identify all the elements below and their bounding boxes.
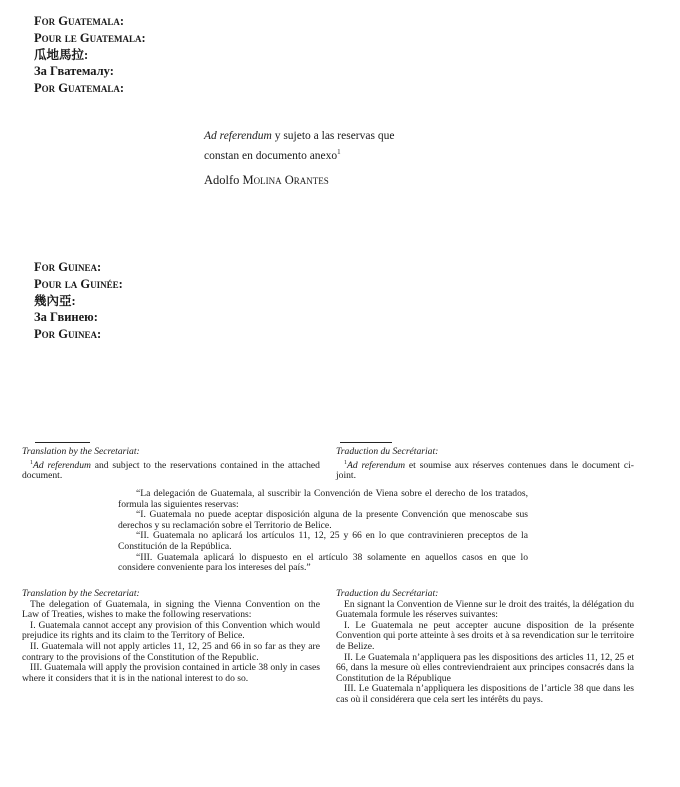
- annex-en-paragraph-2: I. Guatemala cannot accept any provision of this Convention which would prejudice its rights and its claim to the Territory of Belice.: [22, 619, 320, 642]
- signatory-name: [204, 172, 394, 188]
- annex-fr-paragraph-1: En signant la Convention de Vienne sur le droit des traités, la délégation du Guatemala formule les réserves suivantes:: [336, 598, 634, 621]
- annex-fr-paragraph-4: III. Le Guatemala n’appliquera les dispositions de l’article 38 que dans les cas où il considérera que cela sert les intérêts du pays.: [336, 683, 634, 705]
- annex-es-paragraph-3: “II. Guatemala no aplicará los artículos 11, 12, 25 y 66 en lo que contravinieren preceptos de la Constitución de la República.: [118, 530, 528, 552]
- guatemala-reservation-note: [204, 128, 394, 188]
- annex-fr-paragraph-2: I. Le Guatemala ne peut accepter aucune disposition de la présente Convention qui porte atteinte à ses droits et à sa revendication sur le territoire de Belize.: [336, 619, 634, 652]
- guinea-label-fr: Pour la Guinée:: [34, 276, 123, 291]
- annex-fr-heading: Traduction du Secrétariat:: [336, 588, 439, 599]
- guatemala-label-fr: Pour le Guatemala:: [34, 30, 146, 45]
- footnote-mark: 1: [337, 148, 341, 156]
- signatory-first-name: Adolfo: [204, 172, 243, 187]
- guatemala-label-zh: 瓜地馬拉:: [34, 47, 89, 62]
- note-text-1: y sujeto a las reservas que: [271, 130, 395, 142]
- spanish-reservation-text: [118, 489, 528, 574]
- footnote-fr-mark: 1: [344, 459, 347, 466]
- annex-es-paragraph-2: “I. Guatemala no puede aceptar disposición alguna de la presente Convención que menoscabe sus derechos y su reclamación sobre el Territorio de Belice.: [118, 509, 528, 531]
- annex-es-paragraph-1: “La delegación de Guatemala, al suscribir la Convención de Viena sobre el derecho de los tratados, formula las siguientes reservas:: [118, 488, 528, 510]
- footnote-french: [336, 447, 634, 482]
- annex-en-paragraph-4: III. Guatemala will apply the provision contained in article 38 only in cases where it considers that it is in the national interest to do so.: [22, 662, 320, 684]
- footnote-fr-heading: Traduction du Secrétariat:: [336, 446, 439, 457]
- french-translation: [336, 589, 634, 706]
- note-text-2: constan en documento anexo: [204, 149, 338, 162]
- footnote-en-text: and subject to the reservations contained in the attached document.: [22, 459, 320, 482]
- guatemala-signature-block: [34, 13, 146, 97]
- guinea-label-zh: 幾內亞:: [34, 293, 76, 308]
- footnote-english: [22, 447, 320, 482]
- footnote-fr-text: et soumise aux réserves contenues dans le document ci-joint.: [336, 459, 634, 482]
- annex-fr-paragraph-3: II. Le Guatemala n’appliquera pas les dispositions des articles 11, 12, 25 et 66, dans la mesure où elles contreviendraient aux principes consacrés dans la Constitution de la République: [336, 651, 634, 684]
- english-translation: [22, 589, 320, 684]
- signatory-last-name: Molina Orantes: [242, 172, 329, 187]
- annex-en-paragraph-1: The delegation of Guatemala, in signing the Vienna Convention on the Law of Treaties, wishes to make the following reservations:: [22, 598, 320, 621]
- guatemala-label-en: For Guatemala:: [34, 14, 124, 28]
- guatemala-label-es: Por Guatemala:: [34, 81, 124, 96]
- annex-en-paragraph-3: II. Guatemala will not apply articles 11, 12, 25 and 66 in so far as they are contrary to the provisions of the Constitution of the Republic.: [22, 640, 320, 663]
- guatemala-label-ru: За Гватемалу:: [34, 64, 114, 79]
- footnote-en-italic: Ad referendum: [33, 459, 91, 471]
- guinea-signature-block: [34, 259, 123, 343]
- footnote-rule-left: [35, 442, 90, 443]
- guinea-label-ru: За Гвинею:: [34, 310, 98, 325]
- footnote-en-mark: 1: [30, 459, 33, 466]
- annex-en-heading: Translation by the Secretariat:: [22, 588, 140, 599]
- footnote-en-heading: Translation by the Secretariat:: [22, 446, 140, 457]
- ad-referendum-italic: Ad referendum: [204, 130, 272, 142]
- footnote-fr-italic: Ad referendum: [347, 459, 406, 471]
- footnote-rule-right: [340, 442, 392, 443]
- annex-es-paragraph-4: “III. Guatemala aplicará lo dispuesto en el artículo 38 solamente en aquellos casos en que lo considere conveniente para los intereses del país.”: [118, 551, 528, 574]
- guinea-label-en: For Guinea:: [34, 260, 102, 274]
- guinea-label-es: Por Guinea:: [34, 327, 102, 342]
